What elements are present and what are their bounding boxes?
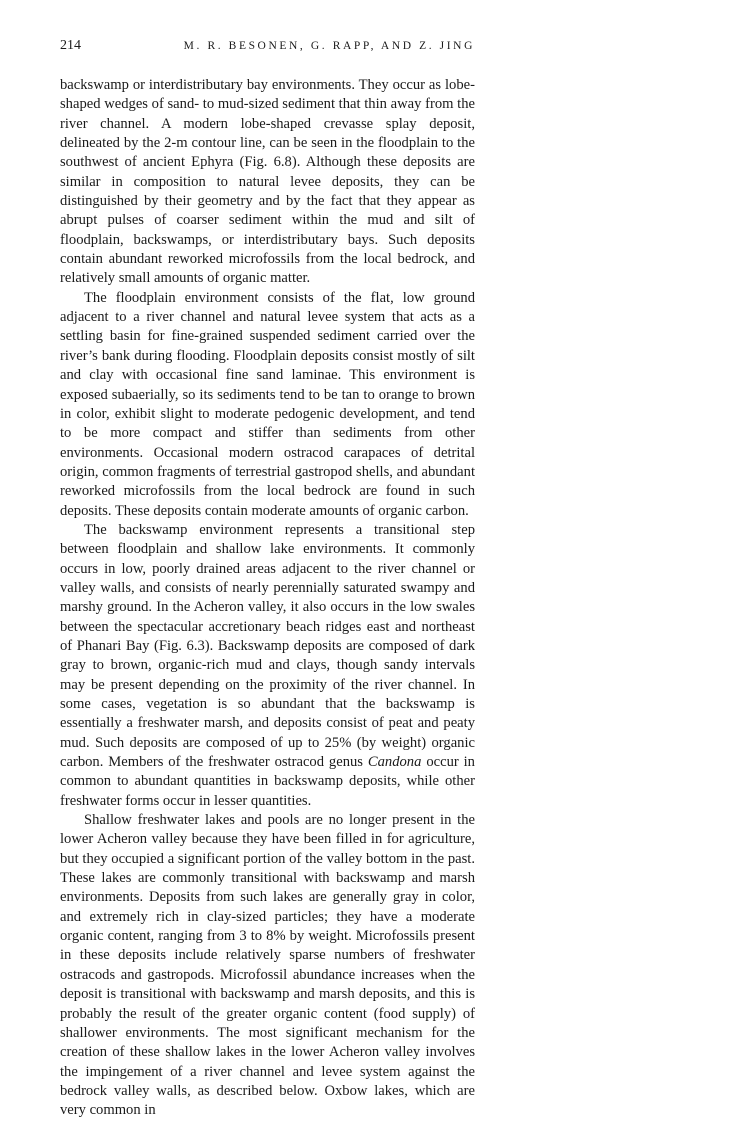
book-page: [60, 38, 475, 1121]
body-text: [60, 76, 475, 1121]
paragraph: [60, 811, 475, 1121]
genus-name: Candona: [367, 754, 422, 771]
running-head: [60, 38, 475, 54]
paragraph-text: The backswamp environment represents a transitional step between floodplain and shallow lake environments. It commonly occurs in low, poorly drained areas adjacent to the river channel or valley walls, and consists of nearly perennially saturated swampy and marshy ground. In the Acheron valley, it also occurs in the low swales between the spectacular accretionary beach ridges east and northeast of Phanari Bay (Fig. 6.3). Backswamp deposits are composed of dark gray to brown, organic-rich mud and clays, though sandy intervals may be present depending on the proximity of the river channel. In some cases, vegetation is so abundant that the backswamp is essentially a freshwater marsh, and deposits consist of peat and peaty mud. Such deposits are composed of up to 25% (by weight) organic carbon. Members of the freshwater ostracod genus: [60, 521, 475, 771]
paragraph: [60, 521, 475, 811]
paragraph-text: Shallow freshwater lakes and pools are no longer present in the lower Acheron valley because they have been filled in for agriculture, but they occupied a significant portion of the valley bottom in the past. These lakes are commonly transitional with backswamp and marsh environments. Deposits from such lakes are generally gray in color, and extremely rich in clay-sized particles; they have a moderate organic content, ranging from 3 to 8% by weight. Microfossils present in these deposits include relatively sparse numbers of freshwater ostracods and gastropods. Microfossil abundance increases when the deposit is transitional with backswamp and marsh deposits, and this is probably the result of the greater organic content (food supply) of shallower environments. The most significant mechanism for the creation of these shallow lakes in the lower Acheron valley involves the impingement of a river channel and levee system against the bedrock valley walls, as described below. Oxbow lakes, which are very common in: [60, 812, 475, 1119]
running-title: M. R. BESONEN, G. RAPP, AND Z. JING: [183, 40, 475, 52]
paragraph-text-continued: occur in common to abundant quantities in backswamp deposits, while other freshwater forms occur in lesser quantities.: [60, 754, 475, 809]
paragraph: [60, 289, 475, 521]
paragraph-text: backswamp or interdistributary bay environments. They occur as lobe-shaped wedges of sand- to mud-sized sediment that thin away from the river channel. A modern lobe-shaped crevasse splay deposit, delineated by the 2-m contour line, can be seen in the floodplain to the southwest of ancient Ephyra (Fig. 6.8). Although these deposits are similar in composition to natural levee deposits, they can be distinguished by their geometry and by the fact that they appear as abrupt pulses of coarser sediment within the mud and silt of floodplain, backswamps, or interdistributary bays. Such deposits contain abundant reworked microfossils from the local bedrock, and relatively small amounts of organic matter.: [60, 77, 475, 287]
paragraph-text: The floodplain environment consists of the flat, low ground adjacent to a river channel and natural levee system that acts as a settling basin for fine-grained suspended sediment carried over the river’s bank during flooding. Floodplain deposits consist mostly of silt and clay with occasional fine sand laminae. This environment is exposed subaerially, so its sediments tend to be tan to orange to brown in color, exhibit slight to moderate pedogenic development, and tend to be more compact and stiffer than sediments from other environments. Occasional modern ostracod carapaces of detrital origin, common fragments of terrestrial gastropod shells, and abundant reworked microfossils from the local bedrock are found in such deposits. These deposits contain moderate amounts of organic carbon.: [60, 289, 475, 519]
paragraph: [60, 76, 475, 289]
page-number: 214: [60, 38, 81, 53]
